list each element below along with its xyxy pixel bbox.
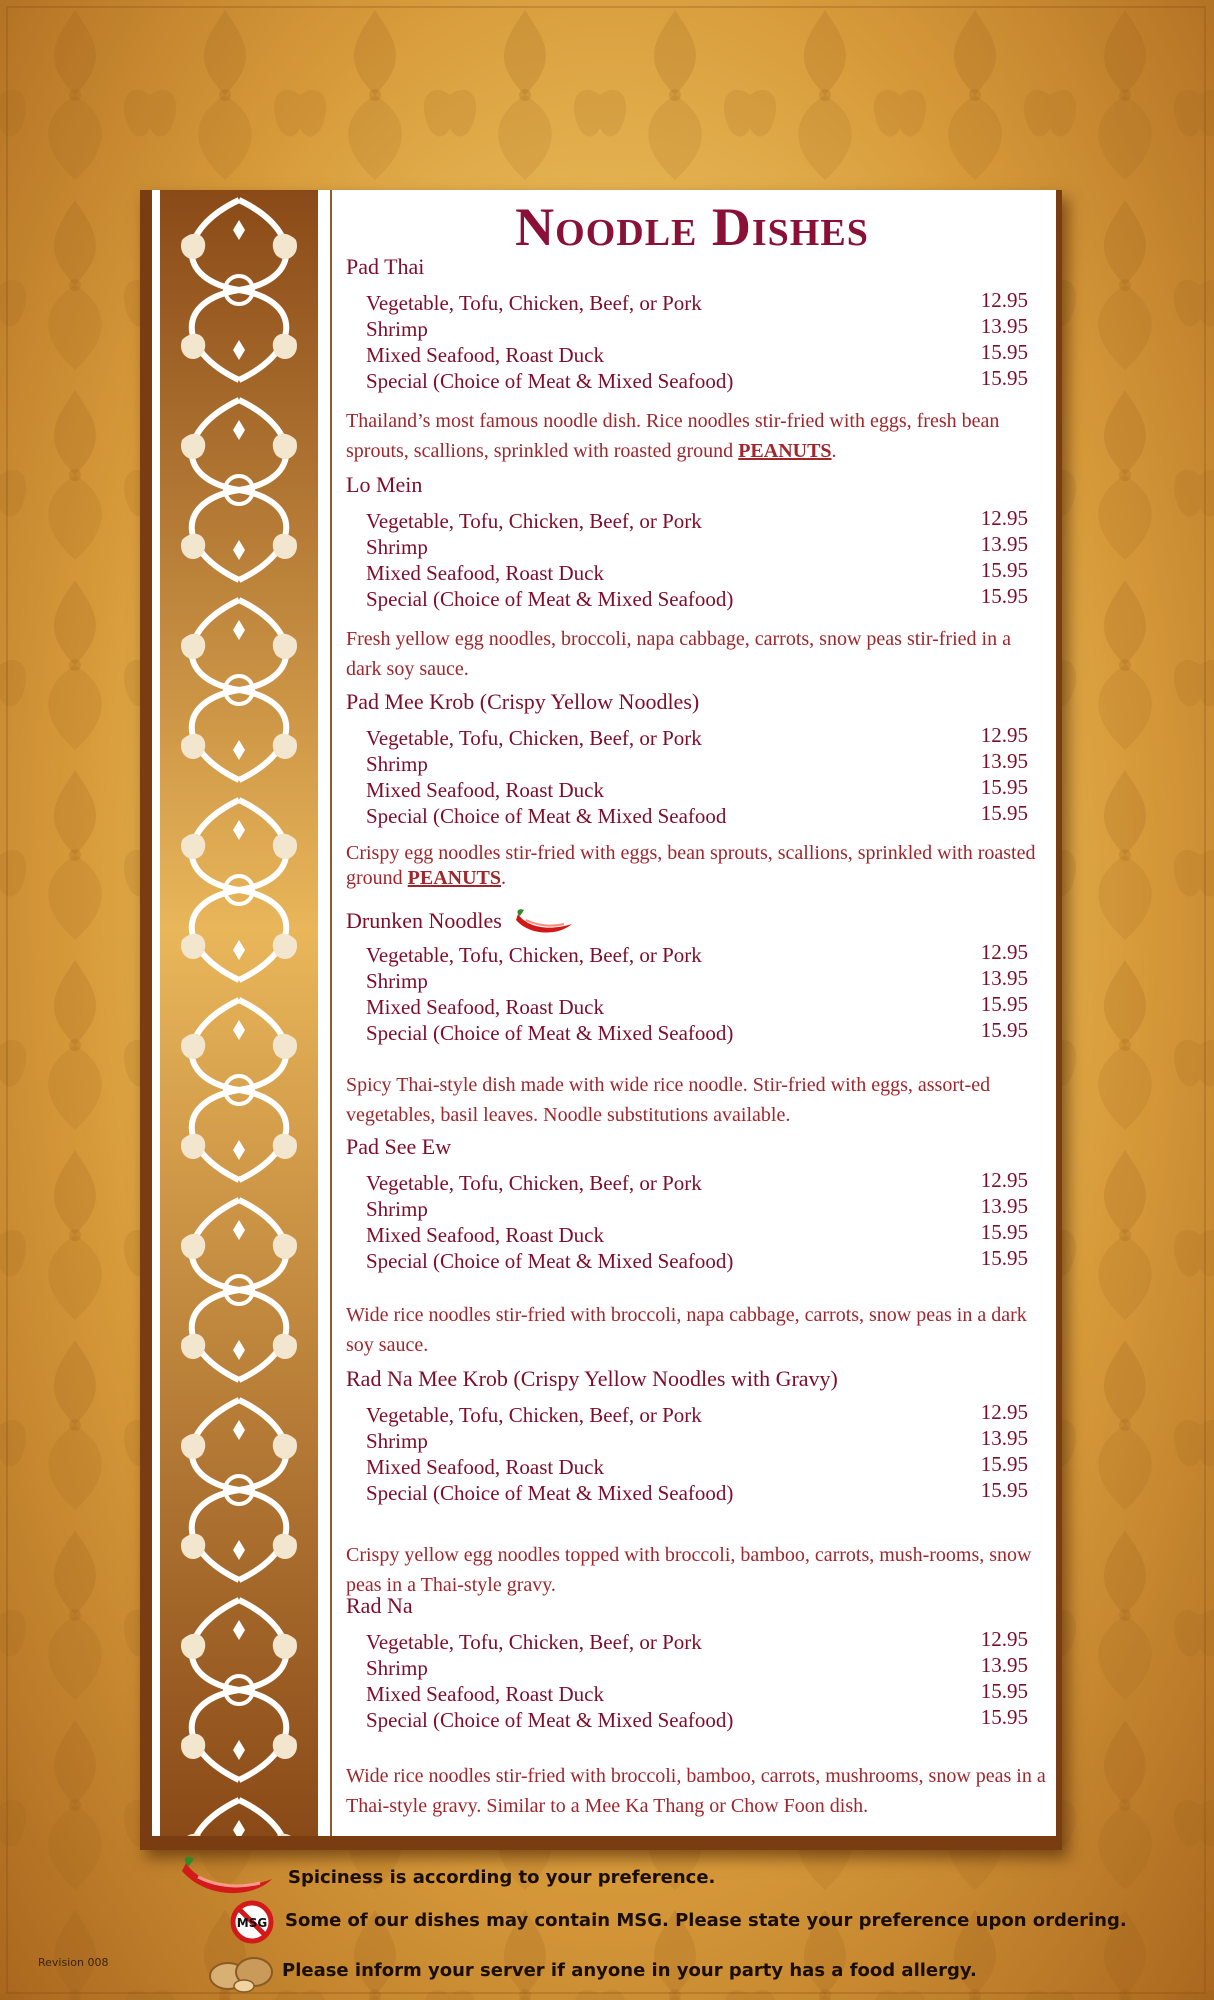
option-label: Special (Choice of Meat & Mixed Seafood) [366, 369, 734, 393]
option-label: Shrimp [366, 752, 428, 776]
option-price: 15.95 [980, 992, 1028, 1016]
peanuts-warning: PEANUTS [407, 867, 502, 889]
page-title: Noodle Dishes [515, 197, 869, 257]
option-price: 13.95 [980, 1653, 1028, 1677]
dish-option [366, 508, 1046, 534]
dish-option [366, 1480, 1046, 1506]
option-price: 15.95 [980, 1705, 1028, 1729]
ornament-border-left [152, 190, 160, 1836]
option-price: 15.95 [980, 366, 1028, 390]
option-price: 15.95 [980, 775, 1028, 799]
dish-section [346, 1366, 1046, 1600]
dish-description: Wide rice noodles stir-fried with broccoli, bamboo, carrots, mushrooms, snow peas in a Thai-style gravy. Similar to a Mee Ka Thang or Chow Foon dish. [346, 1765, 1046, 1817]
dish-option [366, 1248, 1046, 1274]
dish-description [346, 841, 1046, 891]
dish-option [366, 1196, 1046, 1222]
dish-option [366, 368, 1046, 394]
option-price: 15.95 [980, 1478, 1028, 1502]
option-price: 15.95 [980, 1220, 1028, 1244]
dish-option [366, 316, 1046, 342]
option-label: Shrimp [366, 969, 428, 993]
option-price: 13.95 [980, 749, 1028, 773]
option-price: 15.95 [980, 584, 1028, 608]
allergy-note: Please inform your server if anyone in your party has a food allergy. [282, 1960, 977, 1981]
no-msg-icon [230, 1900, 274, 1944]
dish-option [366, 803, 1046, 829]
ornament-border-right [318, 190, 330, 1836]
option-label: Vegetable, Tofu, Chicken, Beef, or Pork [366, 1630, 702, 1654]
option-price: 12.95 [980, 723, 1028, 747]
option-label: Mixed Seafood, Roast Duck [366, 995, 604, 1019]
msg-label: MSG [236, 1916, 268, 1930]
option-label: Vegetable, Tofu, Chicken, Beef, or Pork [366, 291, 702, 315]
option-label: Vegetable, Tofu, Chicken, Beef, or Pork [366, 943, 702, 967]
option-price: 12.95 [980, 940, 1028, 964]
dish-section [346, 472, 1046, 684]
option-label: Special (Choice of Meat & Mixed Seafood) [366, 1021, 734, 1045]
dish-option [366, 1170, 1046, 1196]
dish-option [366, 560, 1046, 586]
option-label: Mixed Seafood, Roast Duck [366, 1223, 604, 1247]
option-price: 12.95 [980, 288, 1028, 312]
option-label: Vegetable, Tofu, Chicken, Beef, or Pork [366, 1171, 702, 1195]
msg-note: Some of our dishes may contain MSG. Please state your preference upon ordering. [285, 1910, 1127, 1931]
dish-option [366, 1222, 1046, 1248]
dish-option [366, 1454, 1046, 1480]
dish-description: Fresh yellow egg noodles, broccoli, napa cabbage, carrots, snow peas stir-fried in a dark soy sauce. [346, 628, 1011, 680]
dish-option [366, 751, 1046, 777]
peanuts-warning: PEANUTS [738, 440, 832, 462]
option-label: Shrimp [366, 1656, 428, 1680]
option-label: Shrimp [366, 1429, 428, 1453]
option-price: 13.95 [980, 966, 1028, 990]
dish-option [366, 968, 1046, 994]
dish-option [366, 725, 1046, 751]
dish-section [346, 1593, 1046, 1821]
dish-name: Lo Mein [346, 472, 423, 497]
option-label: Vegetable, Tofu, Chicken, Beef, or Pork [366, 509, 702, 533]
option-label: Special (Choice of Meat & Mixed Seafood) [366, 1481, 734, 1505]
dish-option [366, 290, 1046, 316]
dish-section [346, 1134, 1046, 1360]
option-label: Vegetable, Tofu, Chicken, Beef, or Pork [366, 1403, 702, 1427]
dish-option [366, 1629, 1046, 1655]
option-label: Mixed Seafood, Roast Duck [366, 1455, 604, 1479]
option-price: 15.95 [980, 1018, 1028, 1042]
dish-option [366, 586, 1046, 612]
dish-name: Pad Mee Krob (Crispy Yellow Noodles) [346, 689, 700, 714]
ornamental-side-panel [152, 190, 326, 1836]
option-price: 13.95 [980, 1194, 1028, 1218]
option-label: Vegetable, Tofu, Chicken, Beef, or Pork [366, 726, 702, 750]
option-label: Shrimp [366, 1197, 428, 1221]
dish-name: Rad Na Mee Krob (Crispy Yellow Noodles with Gravy) [346, 1366, 838, 1391]
option-price: 13.95 [980, 314, 1028, 338]
dish-option [366, 1020, 1046, 1046]
dish-option [366, 534, 1046, 560]
option-label: Mixed Seafood, Roast Duck [366, 343, 604, 367]
option-price: 15.95 [980, 558, 1028, 582]
dish-name: Pad Thai [346, 254, 425, 279]
revision-label: Revision 008 [38, 1956, 109, 1969]
option-label: Mixed Seafood, Roast Duck [366, 1682, 604, 1706]
option-label: Special (Choice of Meat & Mixed Seafood) [366, 1708, 734, 1732]
option-price: 15.95 [980, 1679, 1028, 1703]
description-end: . [831, 440, 837, 462]
option-price: 12.95 [980, 1627, 1028, 1651]
option-price: 15.95 [980, 1452, 1028, 1476]
option-label: Special (Choice of Meat & Mixed Seafood) [366, 587, 734, 611]
peanut-icon [204, 1950, 278, 1996]
dish-option [366, 994, 1046, 1020]
dish-description: Spicy Thai-style dish made with wide rice noodle. Stir-fried with eggs, assort-ed vegetables, basil leaves. Noodle substitutions available. [346, 1074, 991, 1126]
option-price: 15.95 [980, 1246, 1028, 1270]
option-price: 12.95 [980, 1168, 1028, 1192]
option-price: 13.95 [980, 532, 1028, 556]
option-price: 12.95 [980, 1400, 1028, 1424]
option-price: 15.95 [980, 340, 1028, 364]
dish-description: Crispy yellow egg noodles topped with broccoli, bamboo, carrots, mush-rooms, snow peas in a Thai-style gravy. [346, 1544, 1032, 1596]
option-label: Special (Choice of Meat & Mixed Seafood [366, 804, 727, 828]
option-label: Shrimp [366, 535, 428, 559]
dish-option [366, 1655, 1046, 1681]
option-label: Shrimp [366, 317, 428, 341]
scroll-ornament-icon [152, 190, 326, 1836]
dish-name: Rad Na [346, 1593, 413, 1618]
option-price: 13.95 [980, 1426, 1028, 1450]
dish-section [346, 689, 1046, 891]
dish-option [366, 942, 1046, 968]
option-label: Mixed Seafood, Roast Duck [366, 561, 604, 585]
dish-description: Wide rice noodles stir-fried with broccoli, napa cabbage, carrots, snow peas in a dark soy sauce. [346, 1304, 1027, 1356]
option-label: Special (Choice of Meat & Mixed Seafood) [366, 1249, 734, 1273]
dish-option [366, 1707, 1046, 1733]
dish-option [366, 1428, 1046, 1454]
dish-name-row [346, 906, 1046, 936]
chili-pepper-icon [176, 1855, 276, 1899]
spiciness-note: Spiciness is according to your preference. [288, 1867, 716, 1888]
description-text: Crispy egg noodles stir-fried with eggs, bean sprouts, scallions, sprinkled with roasted ground [346, 842, 1036, 889]
dish-option [366, 1402, 1046, 1428]
option-label: Mixed Seafood, Roast Duck [366, 778, 604, 802]
dish-name: Pad See Ew [346, 1134, 452, 1159]
dish-option [366, 777, 1046, 803]
option-price: 12.95 [980, 506, 1028, 530]
dish-section [346, 254, 1046, 466]
dish-section [346, 906, 1046, 1130]
description-text: Thailand’s most famous noodle dish. Rice noodles stir-fried with eggs, fresh bean sprouts, scallions, sprinkled with roasted ground [346, 410, 1000, 462]
dish-option [366, 1681, 1046, 1707]
option-price: 15.95 [980, 801, 1028, 825]
dish-description [346, 406, 1046, 466]
chili-pepper-icon [512, 906, 576, 936]
description-end: . [501, 867, 507, 889]
dish-option [366, 342, 1046, 368]
dish-name: Drunken Noodles [346, 908, 502, 933]
